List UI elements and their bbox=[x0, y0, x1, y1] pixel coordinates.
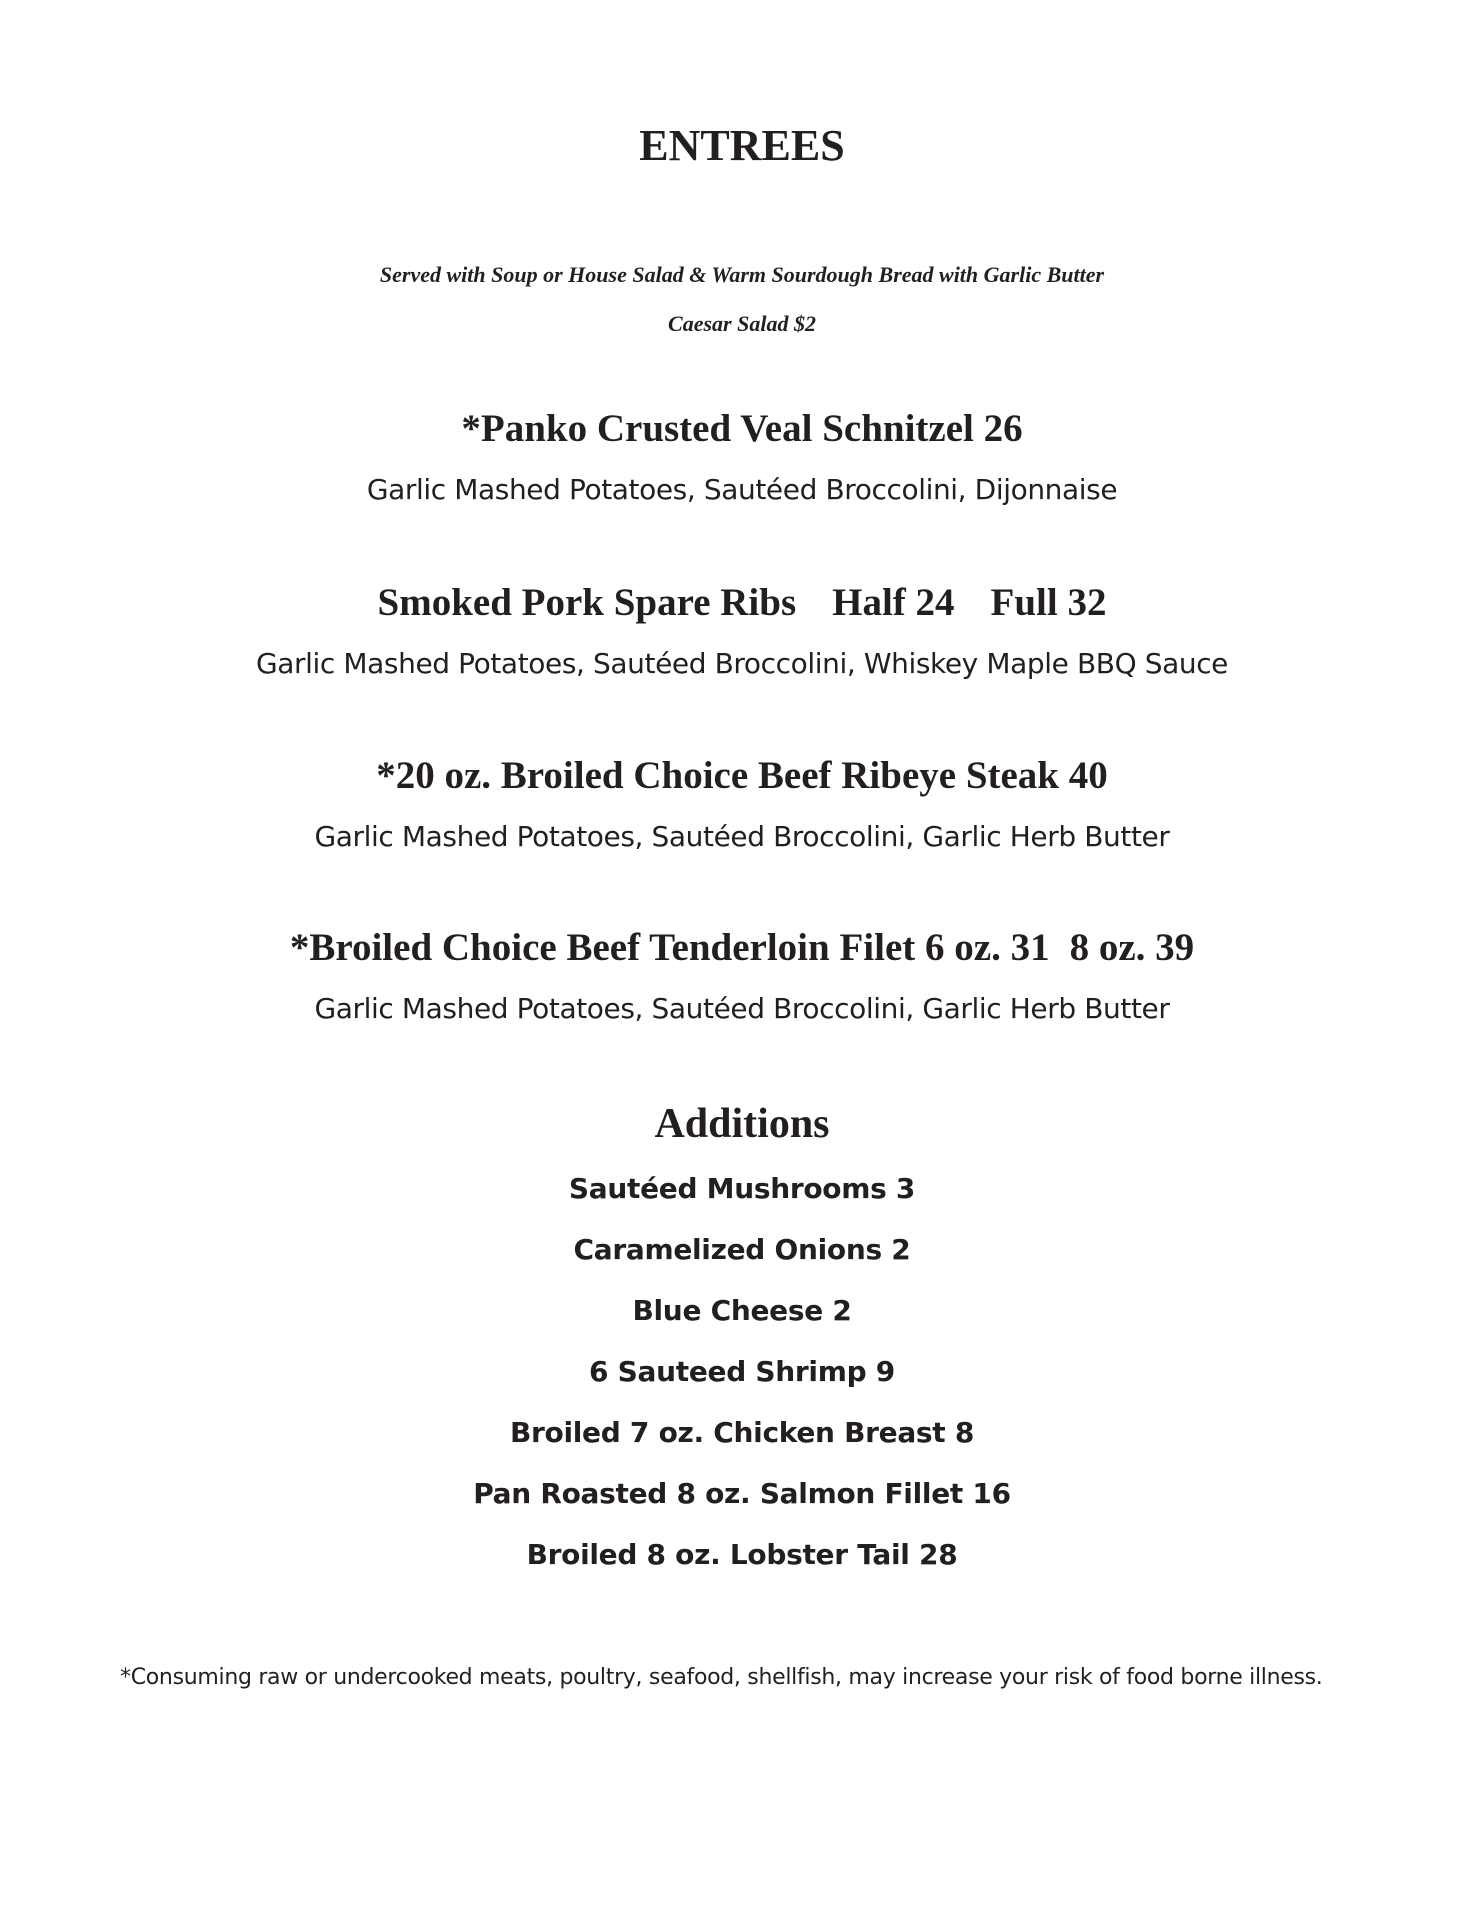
entree-price-half: Half 24 bbox=[832, 581, 955, 624]
entree-description: Garlic Mashed Potatoes, Sautéed Broccolini, Whiskey Maple BBQ Sauce bbox=[255, 647, 1229, 680]
page-title: ENTREES bbox=[639, 121, 845, 170]
entree-description: Garlic Mashed Potatoes, Sautéed Broccolini, Garlic Herb Butter bbox=[314, 992, 1170, 1025]
raw-food-disclaimer: *Consuming raw or undercooked meats, poultry, seafood, shellfish, may increase your risk of food borne illness. bbox=[120, 1665, 1323, 1690]
entree-title: *Panko Crusted Veal Schnitzel 26 bbox=[461, 407, 1023, 450]
entree-title-name: Smoked Pork Spare Ribs bbox=[377, 581, 797, 624]
entree-description: Garlic Mashed Potatoes, Sautéed Broccolini, Dijonnaise bbox=[366, 473, 1118, 506]
entree-title-name: *Broiled Choice Beef Tenderloin Filet 6 oz. 31 bbox=[289, 926, 1050, 969]
addition-item: 6 Sauteed Shrimp 9 bbox=[589, 1355, 895, 1388]
addition-item: Pan Roasted 8 oz. Salmon Fillet 16 bbox=[473, 1477, 1011, 1510]
entree-price-full: Full 32 bbox=[990, 581, 1107, 624]
entree-title: *20 oz. Broiled Choice Beef Ribeye Steak 40 bbox=[376, 754, 1108, 797]
addition-item: Sautéed Mushrooms 3 bbox=[568, 1172, 916, 1205]
entree-title bbox=[0, 925, 1484, 970]
caesar-salad-note: Caesar Salad $2 bbox=[668, 311, 816, 336]
entree-price-large: 8 oz. 39 bbox=[1069, 926, 1195, 969]
entree-title bbox=[0, 580, 1484, 625]
additions-heading: Additions bbox=[654, 1101, 830, 1147]
addition-item: Blue Cheese 2 bbox=[632, 1294, 852, 1327]
entree-description: Garlic Mashed Potatoes, Sautéed Broccolini, Garlic Herb Butter bbox=[314, 820, 1170, 853]
addition-item: Caramelized Onions 2 bbox=[573, 1233, 911, 1266]
served-with-note: Served with Soup or House Salad & Warm Sourdough Bread with Garlic Butter bbox=[379, 262, 1105, 287]
addition-item: Broiled 8 oz. Lobster Tail 28 bbox=[526, 1538, 958, 1571]
addition-item: Broiled 7 oz. Chicken Breast 8 bbox=[509, 1416, 975, 1449]
